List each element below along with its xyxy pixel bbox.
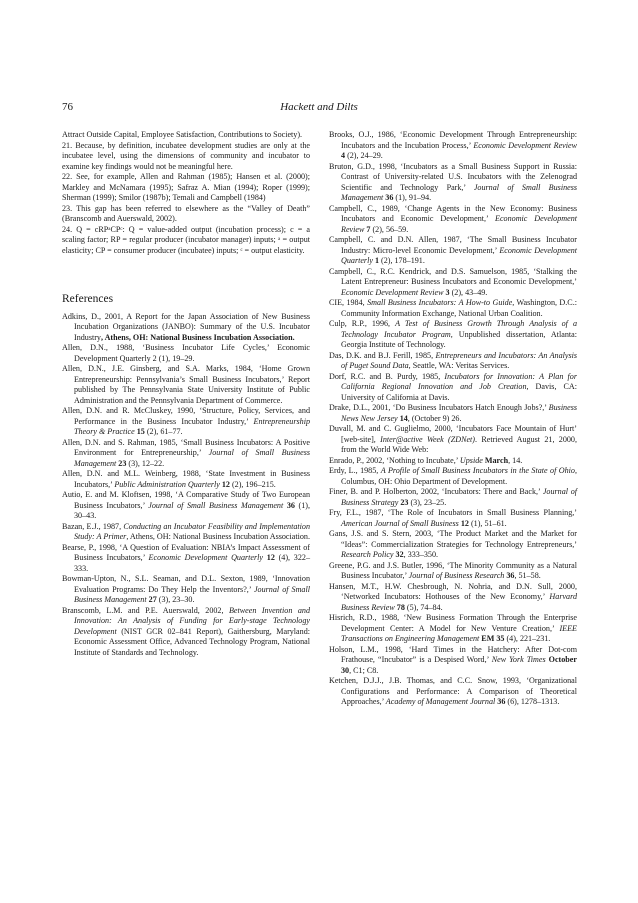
reference-entry bbox=[329, 508, 577, 529]
reference-volume: 27 bbox=[148, 595, 157, 604]
reference-source: Incubators for Innovation: A Plan for California Regional Innovation and Job Creation bbox=[341, 371, 578, 391]
reference-text: Fry, F.L., 1987, ‘The Role of Incubators in Small Business Planning,’ bbox=[329, 508, 577, 517]
reference-text: Allen, D.N., J.E. Ginsberg, and S.A. Marks, 1984, ‘Home Grown Entrepreneurship: Pennsylvania’s Small Business Incubators,’ Report published by The Pennsylvania State University Institute of Public Administration and the Pennsylvania Department of Commerce. bbox=[62, 364, 310, 405]
reference-volume: EM 35 bbox=[481, 634, 505, 643]
reference-entry bbox=[329, 487, 577, 508]
reference-text: Duvall, M. and C. Guglielmo, 2000, ‘Incubators Face Mountain of Hurt’ [web-site], bbox=[329, 424, 577, 444]
reference-text: , Davis, CA: University of California at Davis. bbox=[341, 382, 577, 402]
reference-text: (1), 30–43. bbox=[74, 500, 310, 520]
reference-text: Branscomb, L.M. and P.E. Auerswald, 2002, bbox=[62, 605, 229, 615]
page-header bbox=[62, 101, 576, 117]
reference-source: New York Times bbox=[491, 655, 546, 664]
reference-source: Small Business Incubators: A How-to Guide bbox=[367, 298, 513, 307]
reference-text: (2), 56–59. bbox=[370, 224, 409, 234]
reference-source: Business News New Jersey bbox=[341, 403, 577, 423]
reference-text: Allen, D.N. and M.L. Weinberg, 1988, ‘State Investment in Business Incubators,’ bbox=[62, 469, 310, 489]
reference-volume: 36 bbox=[506, 571, 515, 580]
reference-text: (2), 43–49. bbox=[449, 287, 488, 297]
reference-source: Journal of Small Business Management bbox=[74, 448, 310, 468]
reference-entry bbox=[329, 466, 577, 487]
reference-source: A Profile of Small Business Incubators in the State of Ohio bbox=[380, 466, 575, 475]
reference-volume: 36 bbox=[385, 193, 394, 202]
reference-source: Research Policy bbox=[341, 550, 394, 559]
reference-volume: 23 bbox=[400, 497, 409, 507]
reference-text: (2), 196–215. bbox=[229, 479, 276, 489]
reference-entry bbox=[329, 645, 577, 677]
reference-text: Das, D.K. and B.J. Ferill, 1985, bbox=[329, 350, 436, 360]
reference-entry bbox=[329, 298, 577, 319]
reference-volume: 14 bbox=[399, 413, 408, 423]
reference-entry bbox=[62, 606, 310, 659]
reference-source: Upside bbox=[459, 455, 483, 465]
reference-volume: 3 bbox=[445, 287, 450, 297]
reference-volume: 1 bbox=[374, 256, 379, 265]
reference-text: Economic Development Quarterly bbox=[74, 343, 310, 363]
reference-source: Inter@active Week (ZDNet) bbox=[380, 434, 476, 444]
reference-text: , Seattle, WA: Veritas Services. bbox=[408, 361, 510, 370]
reference-source: A Test of Business Growth Through Analysis of a Technology Incubator Program bbox=[341, 319, 577, 339]
reference-entry bbox=[329, 204, 577, 236]
reference-entry bbox=[329, 424, 577, 456]
right-column bbox=[329, 130, 577, 708]
reference-volume: 32 bbox=[395, 550, 404, 559]
reference-text: (3), 23–30. bbox=[156, 595, 195, 604]
endnotes bbox=[62, 130, 310, 256]
reference-text: (NIST GCR 02–841 Report), Gaithersburg, Maryland: Economic Assessment Office, Advanced Technology Program, National Institute of Standards and Technology. bbox=[74, 626, 310, 657]
reference-source: Academy of Management Journal bbox=[385, 697, 496, 706]
reference-source: American Journal of Small Business bbox=[341, 518, 459, 528]
reference-source: Harvard Business Review bbox=[341, 592, 577, 612]
reference-source: Journal of Small Business Management bbox=[341, 182, 578, 202]
reference-text: (2), 61–77. bbox=[144, 427, 183, 436]
reference-entry bbox=[329, 403, 577, 424]
reference-volume: 12 bbox=[460, 518, 469, 528]
reference-text: , Athens, OH: National Business Incubation Association. bbox=[126, 532, 310, 541]
reference-text: (4), 322–333. bbox=[74, 553, 310, 573]
reference-text: , 51–58. bbox=[514, 571, 541, 580]
reference-entry bbox=[329, 351, 577, 372]
reference-entry bbox=[329, 582, 577, 614]
running-title: Hackett and Dilts bbox=[280, 101, 358, 113]
reference-entry bbox=[329, 561, 577, 582]
reference-text: A Report for the Japan Association of New Business Incubation Organizations (JANBO): Summary of the U.S. Incubator Industry bbox=[74, 311, 310, 342]
reference-source: Economic Development Review bbox=[341, 214, 577, 234]
reference-volume: 7 bbox=[366, 224, 371, 234]
reference-entry bbox=[329, 456, 577, 467]
reference-volume: 23 bbox=[118, 458, 127, 468]
reference-text: Bruton, G.D., 1998, ‘Incubators as a Small Business Support in Russia: Contrast of University-related U.S. Incubators with the Zelenograd Scientific and Technology Park,’ bbox=[329, 161, 577, 192]
references-list-right bbox=[329, 130, 577, 708]
reference-text: Campbell, C., 1989, ‘Change Agents in the New Economy: Business Incubators and Economic Development,’ bbox=[329, 203, 577, 223]
reference-text: Greene, P.G. and J.S. Butler, 1996, ‘The Minority Community as a Natural Business Incubator,’ bbox=[329, 560, 577, 580]
reference-entry bbox=[329, 319, 577, 351]
reference-volume: October 30 bbox=[341, 655, 577, 675]
reference-text: Campbell, C. and D.N. Allen, 1987, ‘The Small Business Incubator Industry: Micro-level Economic Development,’ bbox=[329, 235, 577, 255]
reference-text: Enrado, P., 2002, ‘Nothing to Incubate,’ bbox=[329, 455, 460, 465]
reference-source: Entrepreneurship Theory & Practice bbox=[74, 416, 310, 436]
reference-text: (4), 221–231. bbox=[504, 634, 551, 643]
endnote: 21. Because, by definition, incubatee development studies are only at the incubatee level, using the dimensions of community and incubator to examine key findings would not be meaningful here. bbox=[62, 140, 310, 171]
endnote: 22. See, for example, Allen and Rahman (1985); Hansen et al. (2000); Markley and McNamara (1995); Safraz A. Mian (1994); Roper (1999); Sherman (1999); Smilor (1987b); Temali and Campbell (1984) bbox=[62, 172, 310, 202]
reference-text: (2), 24–29. bbox=[345, 151, 383, 160]
reference-text: , 333–350. bbox=[403, 550, 439, 559]
reference-text: Bowman-Upton, N., S.L. Seaman, and D.L. Sexton, 1989, ‘Innovation Evaluation Programs: Do They Help the Inventors?,’ bbox=[62, 574, 310, 594]
reference-entry bbox=[329, 267, 577, 299]
reference-source: IEEE Transactions on Engineering Management bbox=[341, 623, 577, 643]
reference-text: Bearse, P., 1998, ‘A Question of Evaluation: NBIA’s Impact Assessment of Business Incubators,’ bbox=[62, 542, 310, 562]
reference-text: CIE, 1984, bbox=[329, 298, 368, 307]
reference-volume: 4 bbox=[341, 151, 346, 160]
reference-source: Between Invention and Innovation: An Analysis of Funding for Early-stage Technology Development bbox=[74, 605, 310, 636]
reference-text: Allen, D.N. and R. McCluskey, 1990, ‘Structure, Policy, Services, and Performance in the Business Incubator Industry,’ bbox=[62, 406, 310, 426]
reference-source: Conducting an Incubator Feasibility and Implementation Study: A Primer bbox=[74, 521, 310, 541]
references-heading: References bbox=[62, 293, 114, 305]
reference-entry bbox=[329, 235, 577, 267]
reference-text: Culp, R.P., 1996, bbox=[329, 319, 396, 328]
reference-text: (2), 178–191. bbox=[379, 256, 425, 265]
references-list-left bbox=[62, 312, 310, 659]
reference-text: (1), 51–61. bbox=[468, 518, 507, 528]
reference-text: Campbell, C., R.C. Kendrick, and D.S. Samuelson, 1985, ‘Stalking the Latent Entrepreneur: Business Incubators and Economic Development,’ bbox=[329, 266, 577, 286]
reference-entry bbox=[329, 130, 577, 162]
reference-entry bbox=[62, 543, 310, 575]
endnote: Attract Outside Capital, Employee Satisfaction, Contributions to Society). bbox=[62, 130, 303, 139]
reference-text: (3), 12–22. bbox=[126, 458, 165, 468]
reference-entry bbox=[329, 372, 577, 404]
reference-text: Dorf, R.C. and B. Purdy, 1985, bbox=[329, 371, 445, 381]
reference-source: Economic Development Review bbox=[473, 140, 577, 150]
reference-source: Economic Development Review bbox=[341, 287, 444, 297]
reference-entry bbox=[62, 312, 310, 344]
reference-volume: March bbox=[484, 455, 509, 465]
reference-entry bbox=[329, 162, 577, 204]
left-column bbox=[62, 130, 310, 658]
reference-entry bbox=[62, 490, 310, 522]
reference-entry bbox=[329, 613, 577, 645]
reference-source: Entrepreneurs and Incubators: An Analysis of Puget Sound Data bbox=[341, 350, 578, 370]
reference-text: Holson, L.M., 1998, ‘Hard Times in the Hatchery: After Dot-com Frathouse, “Incubator” is a Despised Word,’ bbox=[329, 644, 577, 664]
reference-text: Autio, E. and M. Kloftsen, 1998, ‘A Comparative Study of Two European Business Incubators,’ bbox=[62, 490, 310, 510]
reference-volume: 15 bbox=[136, 427, 145, 436]
reference-text: (3), 23–25. bbox=[408, 497, 447, 507]
reference-text: Erdy, L., 1985, bbox=[329, 466, 381, 475]
reference-text: Allen, D.N., 1988, ‘Business Incubator Life Cycles,’ bbox=[62, 343, 278, 352]
reference-source: Journal of Small Business Management bbox=[74, 584, 310, 604]
reference-text: Bazan, E.J., 1987, bbox=[62, 521, 124, 531]
reference-volume: 12 bbox=[221, 479, 230, 489]
endnote: 23. This gap has been referred to elsewhere as the “Valley of Death” (Branscomb and Auerswald, 2002). bbox=[62, 203, 310, 223]
reference-text: Finer, B. and P. Holberton, 2002, ‘Incubators: There and Back,’ bbox=[329, 487, 543, 496]
reference-text: , (October 9) 26. bbox=[407, 413, 462, 423]
reference-text: Ketchen, D.J.J., J.B. Thomas, and C.C. Snow, 1993, ‘Organizational Configurations and Performance: A Comparison of Theoretical Approaches,’ bbox=[329, 676, 577, 706]
reference-text: Gans, J.S. and S. Stern, 2003, ‘The Product Market and the Market for “Ideas”: Commercialization Strategies for Technology Entrepreneurs,’ bbox=[329, 529, 577, 549]
reference-entry bbox=[62, 438, 310, 470]
reference-text: Hisrich, R.D., 1988, ‘New Business Formation Through the Enterprise Development Center: A Model for New Venture Creation,’ bbox=[329, 613, 577, 633]
reference-entry bbox=[329, 529, 577, 561]
reference-entry bbox=[62, 364, 310, 406]
reference-text: Adkins, D., 2001, bbox=[62, 311, 127, 321]
reference-source: Public Administration Quarterly bbox=[114, 479, 220, 489]
reference-text: Allen, D.N. and S. Rahman, 1985, ‘Small Business Incubators: A Positive Environment for Entrepreneurship,’ bbox=[62, 437, 310, 457]
reference-source: Journal of Business Strategy bbox=[341, 487, 578, 507]
reference-text: 2 bbox=[152, 353, 157, 363]
reference-source: Economic Development Quarterly bbox=[341, 245, 577, 265]
reference-text: (1), 19–29. bbox=[156, 353, 195, 363]
reference-text: Brooks, O.J., 1986, ‘Economic Development Through Entrepreneurship: Incubators and the Incubation Process,’ bbox=[329, 130, 577, 150]
reference-text: , 14. bbox=[508, 455, 523, 465]
reference-text: (5), 74–84. bbox=[404, 602, 443, 612]
reference-entry bbox=[62, 574, 310, 606]
reference-entry bbox=[62, 469, 310, 490]
reference-text: (6), 1278–1313. bbox=[505, 697, 560, 706]
reference-volume: 36 bbox=[286, 500, 295, 510]
reference-text: , Washington, D.C.: Community Information Exchange, National Urban Coalition. bbox=[341, 298, 577, 318]
reference-volume: 12 bbox=[266, 553, 275, 562]
reference-entry bbox=[329, 676, 577, 708]
endnote: 24. Q = cRPᵃCPᶜ: Q = value-added output (incubation process); c = a scaling factor; RP = regular producer (incubator manager) inputs; ᵃ = output elasticity; CP = consumer producer (incubatee) inputs; ᶜ = output elasticity. bbox=[62, 224, 310, 255]
reference-text: , C1; C8. bbox=[349, 665, 379, 675]
reference-text: (1), 91–94. bbox=[393, 193, 432, 202]
reference-text: . Retrieved August 21, 2000, from the World Wide Web: bbox=[341, 434, 577, 454]
reference-text: , Columbus, OH: Ohio Department of Development. bbox=[341, 466, 577, 486]
reference-entry bbox=[62, 343, 310, 364]
reference-source: Economic Development Quarterly bbox=[148, 553, 264, 562]
page-number: 76 bbox=[62, 101, 73, 113]
reference-entry bbox=[62, 522, 310, 543]
reference-text: , Unpublished dissertation, Atlanta: Georgia Institute of Technology. bbox=[341, 329, 577, 349]
reference-volume: , Athens, OH: National Business Incubation Association. bbox=[100, 332, 295, 342]
reference-entry bbox=[62, 406, 310, 438]
reference-volume: 78 bbox=[396, 602, 405, 612]
reference-text: Drake, D.L., 2001, ‘Do Business Incubators Hatch Enough Jobs?,’ bbox=[329, 403, 549, 412]
reference-source: Journal of Business Research bbox=[408, 571, 505, 580]
reference-volume: 36 bbox=[497, 697, 506, 706]
reference-text: Hansen, M.T., H.W. Chesbrough, N. Nohria, and D.N. Sull, 2000, ‘Networked Incubators: Hothouses of the New Economy,’ bbox=[329, 581, 577, 601]
reference-source: Journal of Small Business Management bbox=[148, 500, 284, 510]
